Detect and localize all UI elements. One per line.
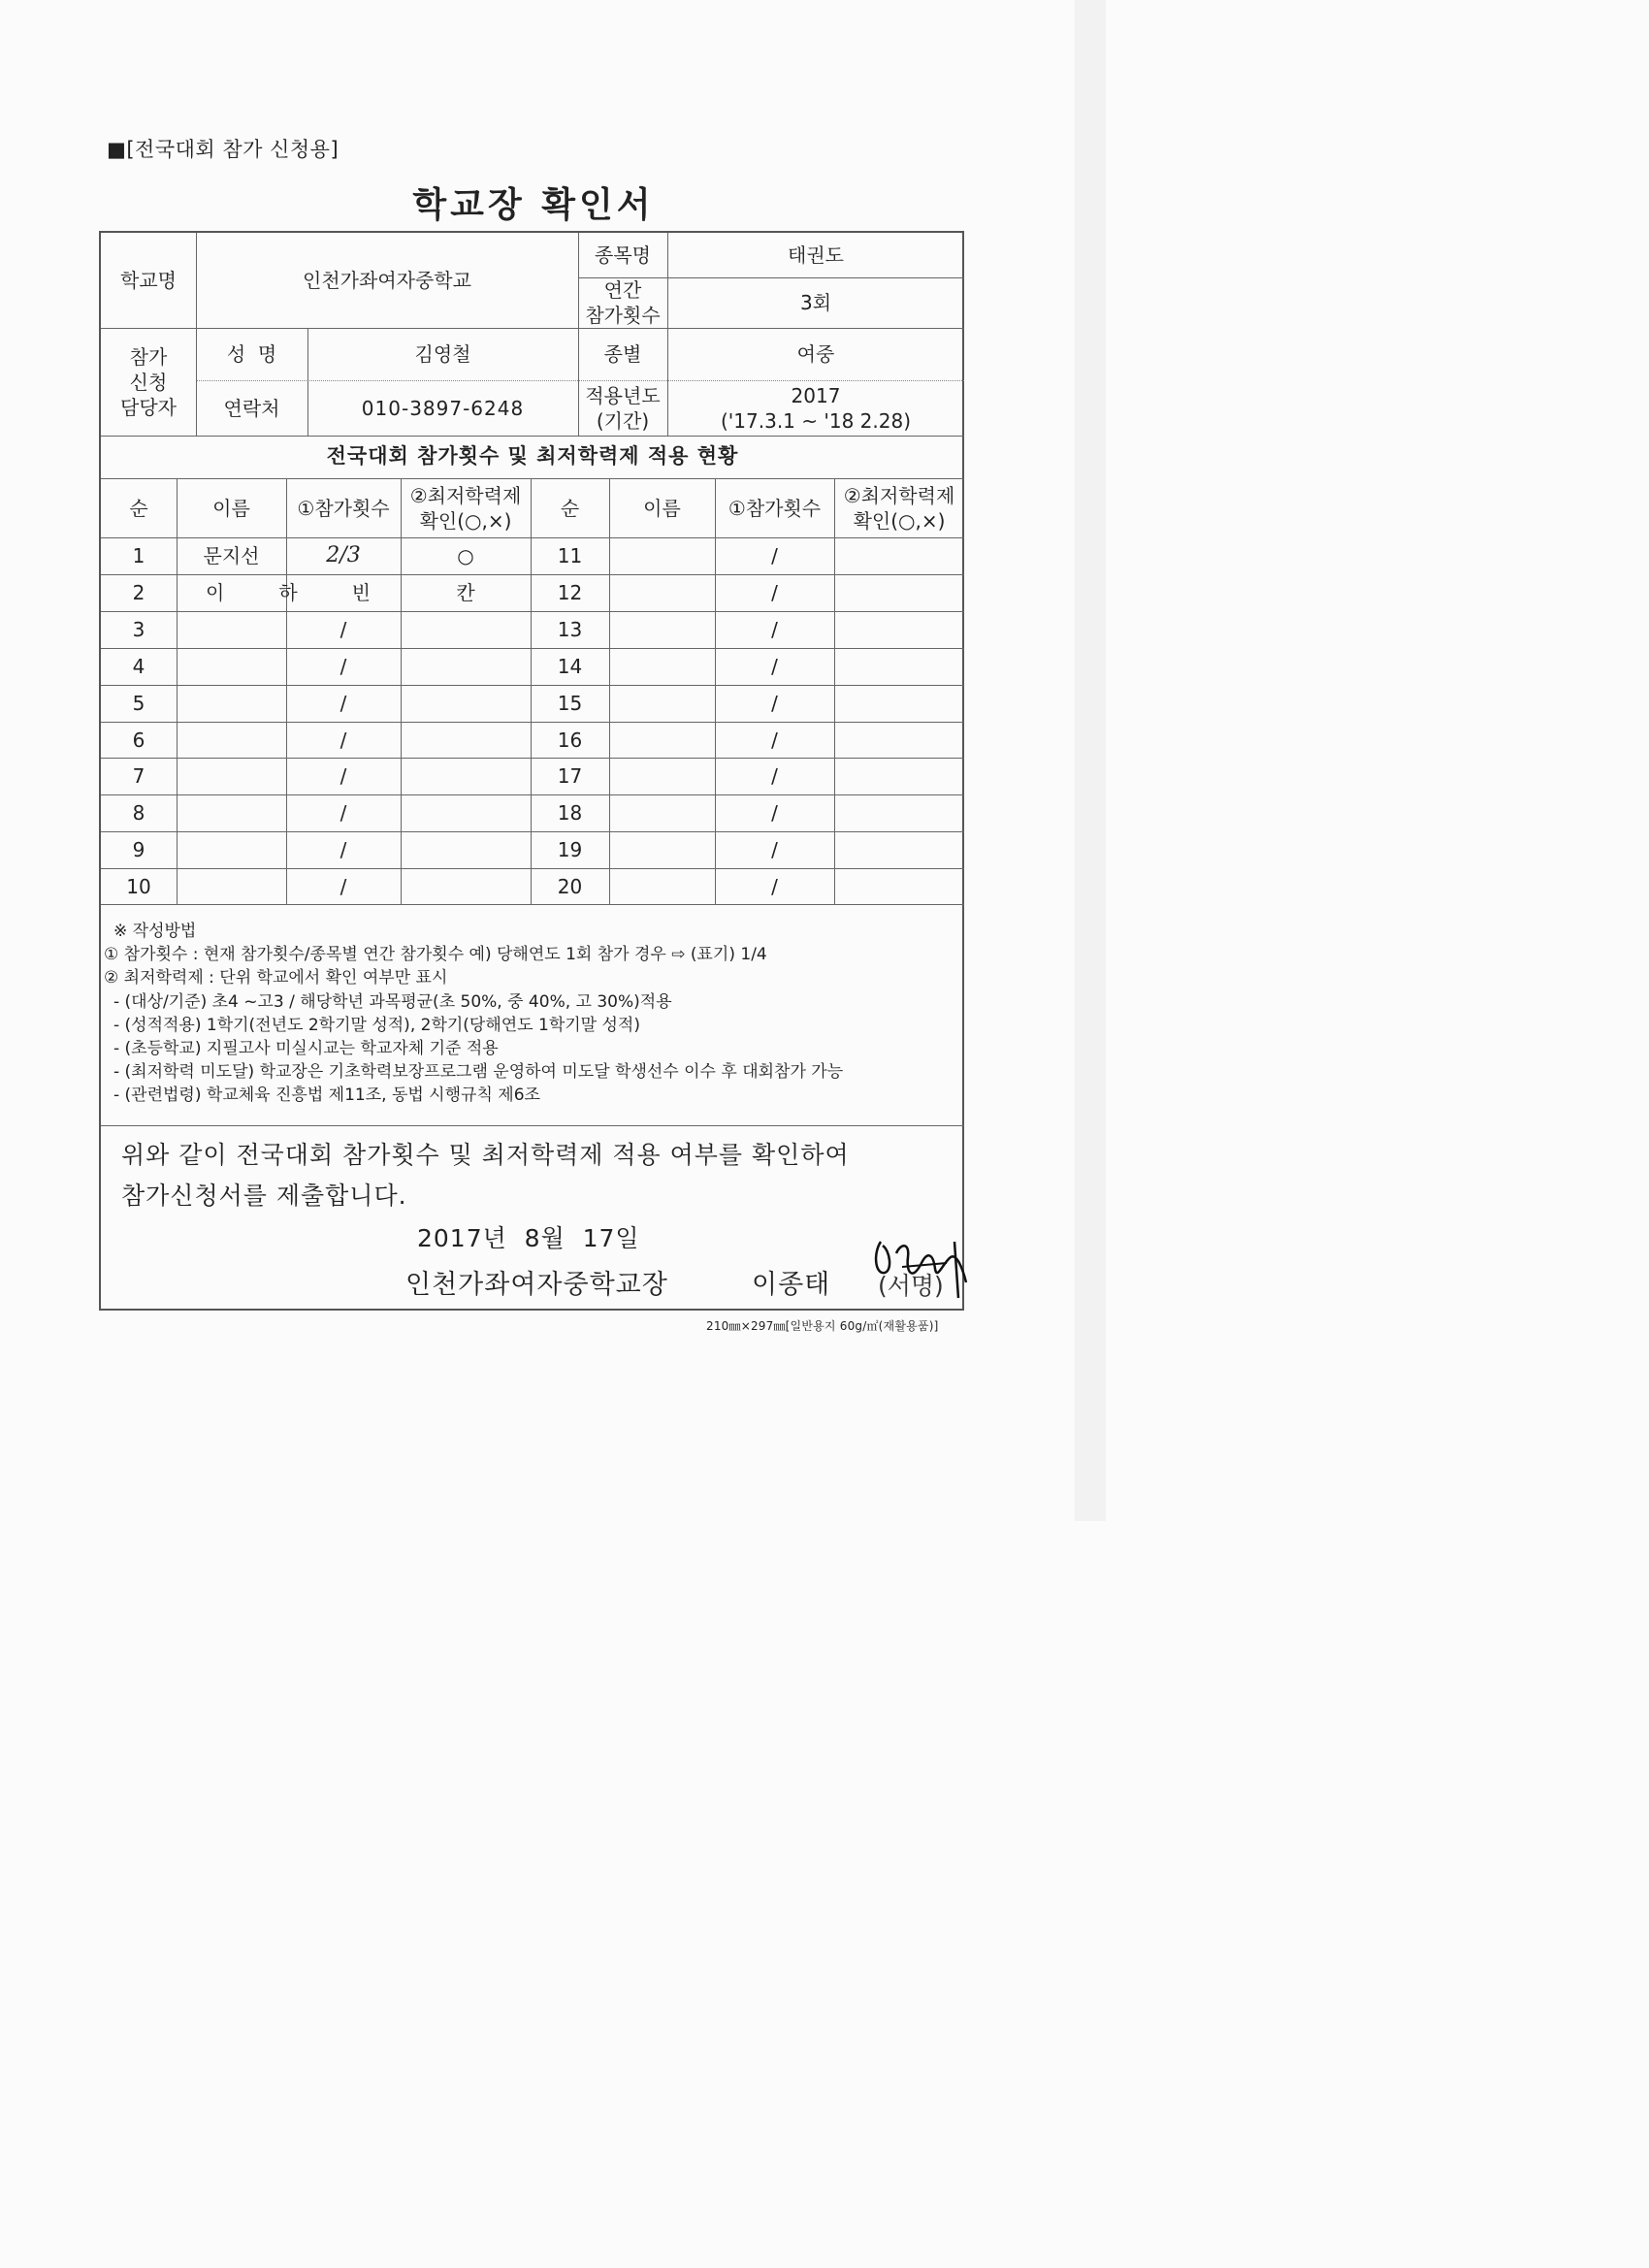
participation-count-left: / bbox=[340, 801, 347, 825]
academic-check-left: ○ bbox=[457, 544, 474, 567]
row-number-left: 5 bbox=[132, 692, 146, 715]
name-syllable: 빈 bbox=[351, 581, 371, 604]
participation-count-right: / bbox=[771, 692, 778, 715]
col-header-name: 이름 bbox=[212, 496, 250, 520]
submission-date: 2017년 8월 17일 bbox=[417, 1224, 640, 1252]
note-line: - (대상/기준) 초4 ~고3 / 해당학년 과목평균(초 50%, 중 40%, 고 30%)적용 bbox=[113, 991, 672, 1012]
academic-check-left bbox=[401, 794, 531, 831]
student-name-left bbox=[177, 685, 286, 722]
note-line: ① 참가횟수 : 현재 참가횟수/종목별 연간 참가횟수 예) 당해연도 1회 참가 경우 ⇨ (표기) 1/4 bbox=[104, 945, 767, 965]
student-name-left bbox=[177, 868, 286, 904]
row-number-right: 11 bbox=[557, 544, 583, 567]
note-line: - (성적적용) 1학기(전년도 2학기말 성적), 2학기(당해연도 1학기말 성적) bbox=[113, 1015, 640, 1035]
name-value: 김영철 bbox=[414, 342, 471, 366]
participation-count-right: / bbox=[771, 655, 778, 678]
row-number-left: 4 bbox=[132, 655, 146, 678]
academic-check-right bbox=[834, 648, 964, 685]
phone-label: 연락처 bbox=[223, 396, 280, 420]
col-header-no: 순 bbox=[129, 496, 148, 520]
declaration-line-1: 위와 같이 전국대회 참가횟수 및 최저학력제 적용 여부를 확인하여 bbox=[121, 1141, 850, 1169]
student-name-right bbox=[609, 722, 715, 758]
row-number-right: 18 bbox=[557, 801, 583, 825]
row-number-right: 14 bbox=[557, 655, 583, 678]
academic-check-left: 칸 bbox=[456, 581, 475, 604]
student-name-right bbox=[609, 611, 715, 648]
participation-count-left: / bbox=[340, 618, 347, 641]
participation-count-left: / bbox=[340, 728, 347, 752]
academic-check-left bbox=[401, 758, 531, 794]
col-header-academic: ②최저학력제 확인(○,×) bbox=[409, 483, 522, 533]
participation-count-right: / bbox=[771, 728, 778, 752]
row-number-right: 19 bbox=[557, 838, 583, 861]
applicable-year-label: 적용년도 (기간) bbox=[585, 383, 661, 433]
declaration-line-2: 참가신청서를 제출합니다. bbox=[121, 1182, 407, 1210]
status-section-title: 전국대회 참가횟수 및 최저학력제 적용 현황 bbox=[326, 444, 739, 469]
sport-value: 태권도 bbox=[788, 243, 844, 267]
form-type-label: ■[전국대회 참가 신청용] bbox=[107, 138, 340, 161]
col-header-name-right: 이름 bbox=[643, 496, 681, 520]
participation-count-left: / bbox=[340, 692, 347, 715]
academic-check-left bbox=[401, 648, 531, 685]
academic-check-right bbox=[834, 794, 964, 831]
row-number-right: 17 bbox=[557, 764, 583, 788]
row-number-right: 16 bbox=[557, 728, 583, 752]
row-number-left: 7 bbox=[132, 764, 146, 788]
note-line: - (관련법령) 학교체육 진흥법 제11조, 동법 시행규칙 제6조 bbox=[113, 1085, 540, 1106]
row-number-right: 13 bbox=[557, 618, 583, 641]
row-number-right: 15 bbox=[557, 692, 583, 715]
phone-value: 010-3897-6248 bbox=[361, 396, 525, 420]
academic-check-left bbox=[401, 611, 531, 648]
row-number-left: 9 bbox=[132, 838, 146, 861]
participation-count-right: / bbox=[771, 618, 778, 641]
student-name-left bbox=[177, 648, 286, 685]
student-name-right bbox=[609, 794, 715, 831]
student-name-right bbox=[609, 537, 715, 574]
row-number-left: 1 bbox=[132, 544, 146, 567]
name-syllable: 이 bbox=[206, 581, 225, 604]
gender-value: 여중 bbox=[796, 342, 835, 366]
row-number-left: 2 bbox=[132, 581, 146, 604]
academic-check-right bbox=[834, 611, 964, 648]
participation-count-right: / bbox=[771, 874, 778, 898]
gender-label: 종별 bbox=[603, 342, 642, 366]
participation-count-right: / bbox=[771, 838, 778, 861]
signer-name: 이종태 bbox=[752, 1270, 831, 1300]
participation-count-left: / bbox=[340, 764, 347, 788]
col-header-academic-right: ②최저학력제 확인(○,×) bbox=[843, 483, 955, 533]
student-name-left bbox=[177, 611, 286, 648]
name-syllable: 하 bbox=[278, 581, 298, 604]
academic-check-right bbox=[834, 574, 964, 611]
paper-spec-footnote: 210㎜×297㎜[일반용지 60g/㎡(재활용품)] bbox=[706, 1319, 939, 1333]
col-header-no-right: 순 bbox=[560, 496, 580, 520]
student-name-right bbox=[609, 685, 715, 722]
student-name-left: 문지선 bbox=[203, 544, 260, 567]
participation-count-left: / bbox=[340, 838, 347, 861]
row-number-left: 8 bbox=[132, 801, 146, 825]
row-number-right: 12 bbox=[557, 581, 583, 604]
declaration bbox=[121, 1135, 850, 1216]
row-number-left: 10 bbox=[126, 874, 151, 898]
student-name-left bbox=[177, 722, 286, 758]
annual-participation-value: 3회 bbox=[799, 291, 832, 314]
student-name-right bbox=[609, 758, 715, 794]
note-line: ※ 작성방법 bbox=[113, 922, 197, 941]
academic-check-right bbox=[834, 722, 964, 758]
row-number-left: 3 bbox=[132, 618, 146, 641]
academic-check-right bbox=[834, 758, 964, 794]
col-header-count: ①참가횟수 bbox=[297, 496, 390, 520]
signer-title: 인천가좌여자중학교장 bbox=[405, 1270, 668, 1300]
academic-check-right bbox=[834, 868, 964, 904]
student-name-left bbox=[177, 574, 400, 611]
student-name-right bbox=[609, 868, 715, 904]
school-name-label: 학교명 bbox=[120, 269, 177, 292]
row-number-left: 6 bbox=[132, 728, 146, 752]
writing-instructions bbox=[104, 920, 962, 1108]
col-header-count-right: ①참가횟수 bbox=[728, 496, 822, 520]
row-number-right: 20 bbox=[557, 874, 583, 898]
student-name-left bbox=[177, 831, 286, 868]
student-name-right bbox=[609, 648, 715, 685]
sport-label: 종목명 bbox=[595, 243, 651, 267]
handwritten-signature bbox=[854, 1224, 980, 1312]
participation-count-right: / bbox=[771, 581, 778, 604]
scan-edge bbox=[1075, 0, 1106, 1521]
academic-check-left bbox=[401, 722, 531, 758]
academic-check-right bbox=[834, 831, 964, 868]
academic-check-right bbox=[834, 537, 964, 574]
participation-count-right: / bbox=[771, 544, 778, 567]
name-label: 성 명 bbox=[226, 342, 277, 366]
contact-person-label: 참가 신청 담당자 bbox=[120, 344, 177, 419]
participation-count-left: / bbox=[340, 655, 347, 678]
school-name-value: 인천가좌여자중학교 bbox=[303, 269, 471, 292]
academic-check-left bbox=[401, 831, 531, 868]
academic-check-right bbox=[834, 685, 964, 722]
academic-check-left bbox=[401, 685, 531, 722]
applicable-year-value: 2017 ('17.3.1 ~ '18 2.28) bbox=[720, 383, 912, 433]
participation-count-left: / bbox=[340, 874, 347, 898]
note-line: ② 최저학력제 : 단위 학교에서 확인 여부만 표시 bbox=[104, 968, 448, 988]
annual-participation-label: 연간 참가횟수 bbox=[585, 278, 661, 327]
student-name-left bbox=[177, 758, 286, 794]
student-name-right bbox=[609, 574, 715, 611]
participation-count-left: 2/3 bbox=[326, 542, 361, 567]
seal-label: (서명) bbox=[878, 1272, 944, 1300]
note-line: - (최저학력 미도달) 학교장은 기초학력보장프로그램 운영하여 미도달 학생선수 이수 후 대회참가 가능 bbox=[113, 1062, 844, 1083]
academic-check-left bbox=[401, 868, 531, 904]
document-title: 학교장 확인서 bbox=[412, 185, 655, 225]
student-name-right bbox=[609, 831, 715, 868]
participation-count-right: / bbox=[771, 801, 778, 825]
note-line: - (초등학교) 지필고사 미실시교는 학교자체 기준 적용 bbox=[113, 1039, 499, 1059]
participation-count-right: / bbox=[771, 764, 778, 788]
student-name-left bbox=[177, 794, 286, 831]
